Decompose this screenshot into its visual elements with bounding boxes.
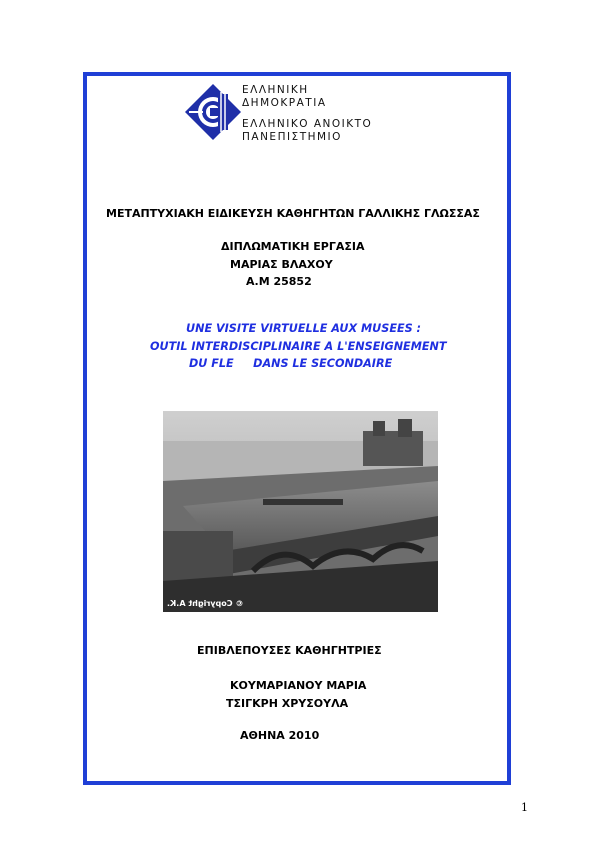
logo-line-3: ΕΛΛΗΝΙΚΟ ΑΝΟΙΚΤΟ [242,118,373,130]
supervisors-heading: ΕΠΙΒΛΕΠΟΥΣΕΣ ΚΑΘΗΓΗΤΡΙΕΣ [197,644,382,657]
logo-line-1: ΕΛΛΗΝΙΚΗ [242,84,309,96]
supervisor-name-2: ΤΣΙΓΚΡΗ ΧΡΥΣΟΥΛΑ [226,697,349,710]
logo-text [242,84,372,144]
cover-photo [163,411,438,612]
author-name: ΜΑΡΙΑΣ ΒΛΑΧΟΥ [230,258,333,271]
program-title: ΜΕΤΑΠΤΥΧΙΑΚΗ ΕΙΔΙΚΕΥΣΗ ΚΑΘΗΓΗΤΩΝ ΓΑΛΛΙΚΗΣ ΓΛΩΣΣΑΣ [106,207,480,220]
thesis-type: ΔΙΠΛΩΜΑΤΙΚΗ ΕΡΓΑΣΙΑ [221,240,365,253]
page-number: 1 [521,801,528,814]
student-id: Α.Μ 25852 [246,275,312,288]
thesis-title-line-3: DU FLE DANS LE SECONDAIRE [189,357,393,370]
supervisor-name-1: ΚΟΥΜΑΡΙΑΝΟΥ ΜΑΡΙΑ [230,679,367,692]
thesis-title-line-2: OUTIL INTERDISCIPLINAIRE A L'ENSEIGNEMENT [150,340,447,353]
logo-line-2: ΔΗΜΟΚΡΑΤΙΑ [242,97,327,109]
logo-line-4: ΠΑΝΕΠΙΣΤΗΜΙΟ [242,131,342,143]
photo-watermark: © Copyright A.K. [167,599,244,608]
place-date: ΑΘΗΝΑ 2010 [240,729,320,742]
thesis-title-line-1: UNE VISITE VIRTUELLE AUX MUSEES : [186,322,422,335]
